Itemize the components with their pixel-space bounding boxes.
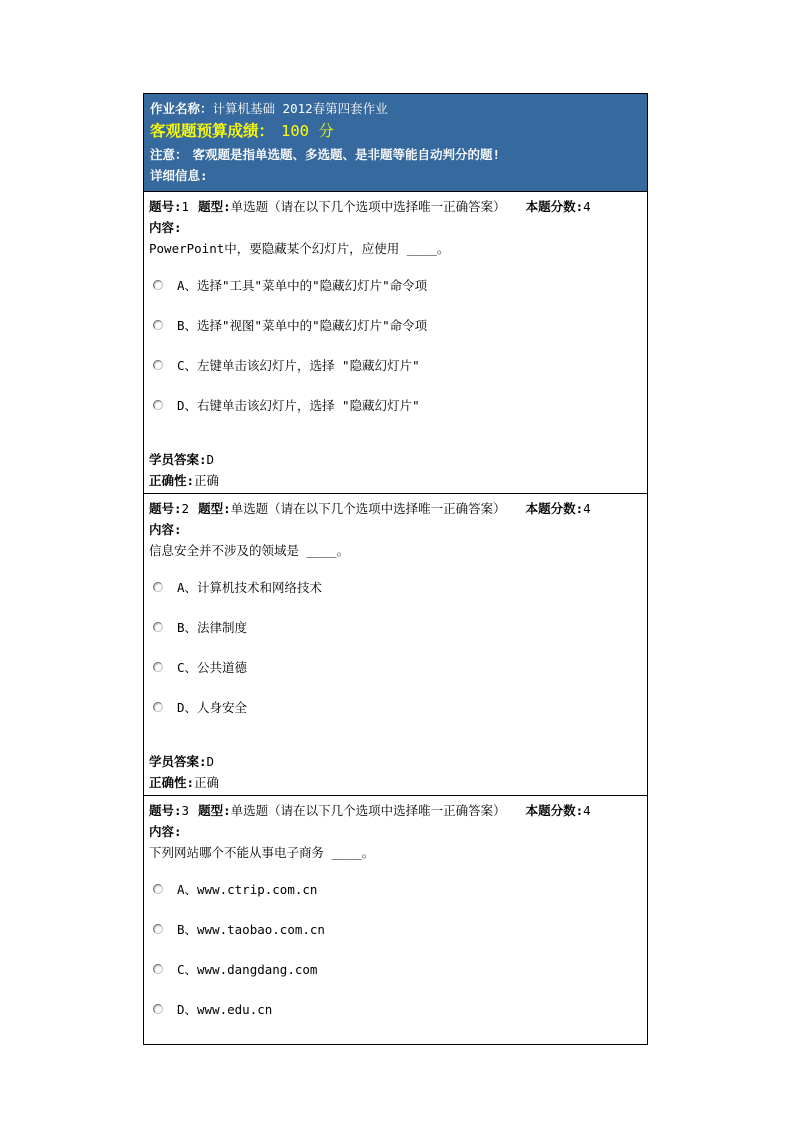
score-label: 客观题预算成绩： — [150, 122, 275, 140]
option-radio[interactable] — [153, 964, 163, 974]
options-list — [149, 265, 642, 425]
option-radio[interactable] — [153, 622, 163, 632]
option-radio[interactable] — [153, 320, 163, 330]
question-type-value: 单选题（请在以下几个选项中选择唯一正确答案） — [230, 803, 506, 818]
question-score-value: 4 — [583, 199, 591, 214]
question-no-value: 2 — [181, 501, 190, 516]
option-label: B、法律制度 — [177, 620, 248, 635]
question-no-value: 1 — [181, 199, 190, 214]
question-no-label: 题号: — [149, 803, 182, 818]
question-score — [526, 803, 591, 818]
option-radio[interactable] — [153, 924, 163, 934]
content-label: 内容: — [149, 220, 182, 235]
answer-section — [149, 727, 642, 793]
option-label: D、www.edu.cn — [177, 1002, 273, 1017]
question-block — [144, 192, 647, 493]
correctness-line — [149, 772, 642, 793]
option-radio[interactable] — [153, 884, 163, 894]
question-score-label: 本题分数: — [525, 803, 584, 818]
question-type-value: 单选题（请在以下几个选项中选择唯一正确答案） — [230, 199, 506, 214]
option-radio[interactable] — [153, 360, 163, 370]
question-header — [149, 498, 642, 519]
question-type-label: 题型: — [198, 199, 231, 214]
student-answer-value: D — [206, 754, 215, 769]
notice-line — [150, 144, 641, 165]
correctness-line — [149, 470, 642, 491]
correctness-value: 正确 — [194, 775, 220, 790]
detail-info-line — [150, 165, 641, 186]
assignment-title-line — [150, 98, 641, 119]
option-label: D、人身安全 — [177, 700, 248, 715]
question-score — [526, 199, 591, 214]
assignment-name-label: 作业名称： — [150, 101, 213, 116]
question-type-label: 题型: — [198, 501, 231, 516]
student-answer-label: 学员答案: — [149, 452, 207, 467]
question-no-label: 题号: — [149, 199, 182, 214]
answer-spacer — [149, 425, 642, 449]
correctness-label: 正确性: — [149, 473, 195, 488]
option-row — [149, 567, 642, 607]
answer-section — [149, 425, 642, 491]
question-no-label: 题号: — [149, 501, 182, 516]
assignment-header — [144, 94, 647, 192]
question-block — [144, 795, 647, 1044]
option-row — [149, 385, 642, 425]
option-label: C、www.dangdang.com — [177, 962, 318, 977]
option-label: C、公共道德 — [177, 660, 248, 675]
question-no-value: 3 — [181, 803, 190, 818]
option-label: D、右键单击该幻灯片，选择 "隐藏幻灯片" — [177, 398, 420, 413]
student-answer-label: 学员答案: — [149, 754, 207, 769]
option-row — [149, 989, 642, 1029]
option-radio[interactable] — [153, 280, 163, 290]
detail-label: 详细信息: — [150, 168, 208, 183]
question-text: 信息安全并不涉及的领域是 ____。 — [149, 543, 350, 558]
option-label: A、计算机技术和网络技术 — [177, 580, 323, 595]
option-row — [149, 687, 642, 727]
question-score — [526, 501, 591, 516]
correctness-value: 正确 — [194, 473, 220, 488]
option-radio[interactable] — [153, 400, 163, 410]
score-value: 100 分 — [281, 122, 334, 140]
option-row — [149, 265, 642, 305]
answer-spacer — [149, 727, 642, 751]
options-list — [149, 567, 642, 727]
question-score-label: 本题分数: — [525, 501, 584, 516]
question-score-value: 4 — [583, 803, 591, 818]
question-type-label: 题型: — [198, 803, 231, 818]
option-label: B、www.taobao.com.cn — [177, 922, 325, 937]
assignment-name-value: 计算机基础 2012春第四套作业 — [212, 101, 388, 116]
correctness-label: 正确性: — [149, 775, 195, 790]
option-label: A、选择"工具"菜单中的"隐藏幻灯片"命令项 — [177, 278, 428, 293]
option-row — [149, 345, 642, 385]
question-score-label: 本题分数: — [525, 199, 584, 214]
option-label: A、www.ctrip.com.cn — [177, 882, 318, 897]
question-header — [149, 800, 642, 821]
question-block — [144, 493, 647, 795]
notice-label: 注意： — [150, 147, 188, 162]
option-radio[interactable] — [153, 582, 163, 592]
question-type-value: 单选题（请在以下几个选项中选择唯一正确答案） — [230, 501, 506, 516]
option-row — [149, 647, 642, 687]
notice-text: 客观题是指单选题、多选题、是非题等能自动判分的题! — [192, 147, 501, 162]
option-radio[interactable] — [153, 662, 163, 672]
option-row — [149, 909, 642, 949]
content-label: 内容: — [149, 824, 182, 839]
content-label: 内容: — [149, 522, 182, 537]
option-row — [149, 869, 642, 909]
question-text: PowerPoint中，要隐藏某个幻灯片，应使用 ____。 — [149, 241, 450, 256]
questions-list — [144, 192, 647, 1044]
question-text: 下列网站哪个不能从事电子商务 ____。 — [149, 845, 375, 860]
assignment-document — [143, 93, 648, 1045]
option-radio[interactable] — [153, 1004, 163, 1014]
option-radio[interactable] — [153, 702, 163, 712]
option-label: C、左键单击该幻灯片，选择 "隐藏幻灯片" — [177, 358, 420, 373]
objective-score-line — [150, 119, 641, 144]
option-row — [149, 949, 642, 989]
options-list — [149, 869, 642, 1029]
student-answer-line — [149, 751, 642, 772]
student-answer-value: D — [206, 452, 215, 467]
option-label: B、选择"视图"菜单中的"隐藏幻灯片"命令项 — [177, 318, 428, 333]
option-row — [149, 607, 642, 647]
student-answer-line — [149, 449, 642, 470]
option-row — [149, 305, 642, 345]
question-score-value: 4 — [583, 501, 591, 516]
question-header — [149, 196, 642, 217]
